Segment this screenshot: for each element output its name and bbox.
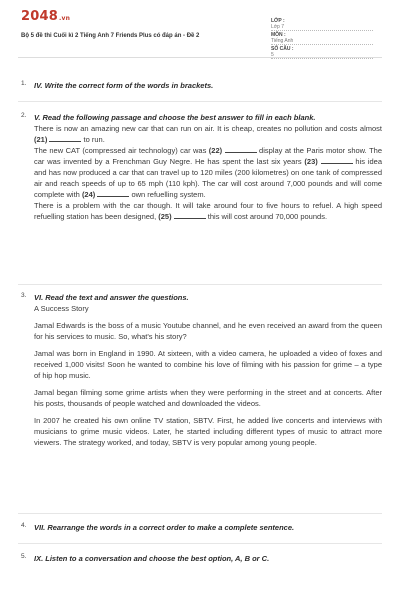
passage-text: own refuelling system. <box>129 190 206 199</box>
question-number: 4. <box>21 522 27 529</box>
blank-line <box>174 211 206 219</box>
question-instruction: VI. Read the text and answer the questions. <box>34 293 189 302</box>
passage-text: to run. <box>81 135 105 144</box>
meta-class <box>271 18 382 31</box>
divider <box>18 101 382 102</box>
question-3 <box>18 292 382 448</box>
question-instruction: VII. Rearrange the words in a correct order to make a complete sentence. <box>34 523 295 532</box>
blank-number: (24) <box>81 190 96 199</box>
divider <box>18 513 382 514</box>
story-title: A Success Story <box>34 304 89 313</box>
header <box>18 0 382 58</box>
blank-number: (22) <box>208 146 223 155</box>
logo-main: 2048 <box>21 9 58 24</box>
passage-text: The new CAT (compressed air technology) car was <box>34 146 209 155</box>
passage-text: this will cost around 70,000 pounds. <box>205 212 328 221</box>
divider <box>18 284 382 285</box>
blank-line <box>321 156 353 164</box>
question-4 <box>18 522 382 533</box>
meta-class-label: LỚP : <box>271 18 285 24</box>
blank-line <box>97 189 129 197</box>
passage-text: display at the Paris motor show. The car was invented by a Frenchman Guy Negre. He has spent the last six years <box>34 146 382 166</box>
passage-text: There is now an amazing new car that can run on air. It is cheap, creates no pollution and costs almost <box>34 124 382 133</box>
story-paragraph: Jamal was born in England in 1990. At sixteen, with a video camera, he uploaded a video of foxes and received 1,000 visits! Soon he wanted to combine his love of filming with his passion for grime – a type of hip hop music. <box>34 349 382 380</box>
blank-line <box>225 145 257 153</box>
site-logo[interactable] <box>21 9 70 24</box>
meta-subject <box>271 32 382 45</box>
passage-text: his idea and has now produced a car that can travel up to 120 miles (200 kilometres) on one tank of compressed air and reach speeds of up to 65 mph (110 kph). The car will cost around 7,000 pounds and will come complete with <box>34 157 382 199</box>
question-2 <box>18 112 382 222</box>
blank-number: (25) <box>158 212 172 221</box>
blank-line <box>49 134 81 142</box>
divider <box>18 543 382 544</box>
question-number: 3. <box>21 292 27 299</box>
meta-question-count-label: SỐ CÂU : <box>271 46 294 52</box>
story-paragraph: Jamal Edwards is the boss of a music Youtube channel, and he even received an award from the queen for his services to music. So, what's his story? <box>34 321 382 341</box>
meta-question-count <box>271 46 382 59</box>
meta-question-count-value: 5 <box>271 52 373 59</box>
question-instruction: IV. Write the correct form of the words in brackets. <box>34 81 214 90</box>
story-paragraph: In 2007 he created his own online TV station, SBTV. First, he added live concerts and interviews with musicians to grime music videos. Later, he started including different types of music to attract more viewers. The strategy worked, and today, SBTV is very popular among young people. <box>34 416 382 447</box>
story-paragraph: Jamal began filming some grime artists when they were performing in the street and at concerts. After his posts, thousands of people watched and downloaded the videos. <box>34 388 382 408</box>
question-instruction: IX. Listen to a conversation and choose the best option, A, B or C. <box>34 554 270 563</box>
question-instruction: V. Read the following passage and choose the best answer to fill in each blank. <box>34 113 316 122</box>
logo-sub: .vn <box>58 15 71 22</box>
passage-paragraph <box>34 145 382 200</box>
question-number: 2. <box>21 112 27 119</box>
meta-subject-label: MÔN : <box>271 32 286 38</box>
question-number: 1. <box>21 80 27 87</box>
question-5 <box>18 553 382 564</box>
document-title: Bộ 5 đề thi Cuối kì 2 Tiếng Anh 7 Friends Plus có đáp án - Đề 2 <box>21 33 200 39</box>
meta-class-value: Lớp 7 <box>271 24 373 31</box>
passage-paragraph <box>34 200 382 222</box>
passage-paragraph <box>34 123 382 145</box>
meta-subject-value: Tiếng Anh <box>271 38 373 45</box>
question-number: 5. <box>21 553 27 560</box>
passage-text: There is a problem with the car though. It will take around four to five hours to refuel. A high speed refuelling station has been designed, <box>34 201 382 221</box>
blank-number: (21) <box>34 135 48 144</box>
blank-number: (23) <box>304 157 318 166</box>
question-1 <box>18 80 382 91</box>
